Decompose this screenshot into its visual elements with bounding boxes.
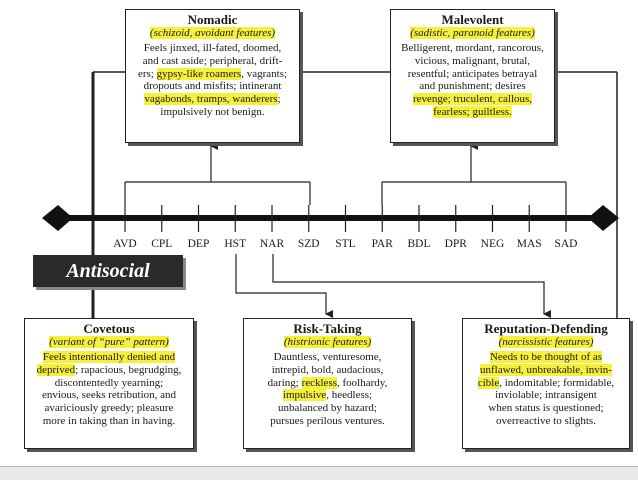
covetous-line-5: avariciously greedy; pleasure (44, 402, 174, 415)
covetous-line-4: envious, seeks retribution, and (41, 389, 177, 402)
reputation-title: Reputation-Defending (484, 321, 608, 336)
risk-line-3-highlight: reckless (301, 376, 338, 389)
malevolent-title: Malevolent (441, 12, 504, 27)
axis-label-stl: STL (335, 238, 356, 250)
axis-label-cpl: CPL (151, 238, 173, 250)
bottom-bar (0, 466, 638, 480)
nomadic-bracket (125, 146, 310, 205)
reputation-line-6: overreactive to slights. (496, 414, 596, 427)
malevolent-line-3: resentful; anticipates betrayal (407, 67, 538, 80)
nomadic-box (125, 9, 300, 143)
covetous-subtitle: (variant of “pure” pattern) (49, 336, 169, 348)
covetous-line-2b: ; rapacious, begrudging, (75, 363, 182, 376)
covetous-line-2-highlight: deprived (36, 363, 76, 376)
reputation-line-1-highlight: Needs to be thought of as (489, 351, 603, 363)
malevolent-line-6-highlight: fearless; guiltless. (433, 105, 512, 118)
malevolent-line-4: and punishment; desires (419, 80, 526, 93)
malevolent-subtitle: (sadistic, paranoid features) (410, 27, 535, 39)
malevolent-line-1: Belligerent, mordant, rancorous, (401, 42, 544, 54)
antisocial-title: Antisocial (33, 255, 183, 287)
nomadic-title: Nomadic (187, 12, 238, 27)
axis-label-szd: SZD (297, 238, 320, 250)
malevolent-line-2: vicious, malignant, brutal, (414, 54, 531, 67)
hst-arrow (236, 254, 326, 314)
risk-line-3b: , foolhardy, (337, 376, 388, 389)
reputation-line-3b: , indomitable; formidable, (499, 376, 615, 389)
nomadic-line-3a: ers; (137, 67, 157, 80)
covetous-line-6: more in taking than in having. (42, 414, 176, 427)
risk-line-4b: , heedless; (326, 389, 373, 402)
covetous-title: Covetous (83, 321, 135, 336)
axis-label-neg: NEG (480, 238, 505, 250)
axis-label-sad: SAD (554, 238, 578, 250)
risk-line-5: unbalanced by hazard; (278, 402, 377, 415)
nomadic-subtitle: (schizoid, avoidant features) (149, 27, 276, 39)
nomadic-line-3b: , vagrants; (241, 67, 288, 80)
risk-line-1: Dauntless, venturesome, (273, 351, 382, 363)
nomadic-line-1: Feels jinxed, ill-fated, doomed, (143, 42, 282, 54)
nomadic-line-6: impulsively not benign. (160, 105, 265, 118)
reputation-line-2-highlight: unflawed, unbreakable, invin- (480, 363, 612, 376)
reputation-defending-box (462, 318, 630, 449)
nomadic-line-3-highlight: gypsy-like roamers (156, 67, 242, 80)
risk-taking-title: Risk-Taking (293, 321, 362, 336)
risk-line-3a: daring; (267, 376, 302, 389)
axis-label-mas: MAS (516, 238, 542, 250)
nomadic-line-4: dropouts and misfits; intinerant (143, 80, 282, 93)
personality-axis (42, 205, 619, 232)
risk-taking-box (243, 318, 412, 449)
covetous-line-3: discontentedly yearning; (54, 376, 164, 389)
reputation-line-3-highlight: cible (477, 376, 500, 389)
covetous-line-1-highlight: Feels intentionally denied and (42, 351, 176, 363)
axis-label-dep: DEP (187, 238, 210, 250)
risk-line-4-highlight: impulsive (282, 389, 327, 402)
malevolent-line-5-highlight: revenge; truculent, callous, (412, 93, 533, 106)
reputation-line-4: inviolable; intransigent (495, 389, 597, 402)
malevolent-box (390, 9, 555, 143)
risk-taking-subtitle: (histrionic features) (283, 336, 372, 348)
axis-label-par: PAR (371, 238, 393, 250)
nomadic-line-5-highlight: vagabonds, tramps, wanderers (144, 93, 278, 106)
axis-label-bdl: BDL (407, 238, 431, 250)
axis-label-avd: AVD (113, 238, 137, 250)
nomadic-line-2: and cast aside; peripheral, drift- (142, 54, 283, 67)
right-connector (555, 72, 617, 318)
axis-label-dpr: DPR (444, 238, 467, 250)
axis-label-hst: HST (224, 238, 247, 250)
risk-line-6: pursues perilous ventures. (270, 414, 385, 427)
malevolent-bracket (382, 146, 566, 205)
covetous-box (24, 318, 194, 449)
nomadic-line-5b: ; (277, 93, 281, 106)
reputation-line-5: when status is questioned; (488, 402, 604, 415)
axis-label-nar: NAR (259, 238, 285, 250)
reputation-subtitle: (narcissistic features) (498, 336, 594, 348)
nar-arrow (273, 254, 544, 314)
risk-line-2: intrepid, bold, audacious, (271, 363, 384, 376)
